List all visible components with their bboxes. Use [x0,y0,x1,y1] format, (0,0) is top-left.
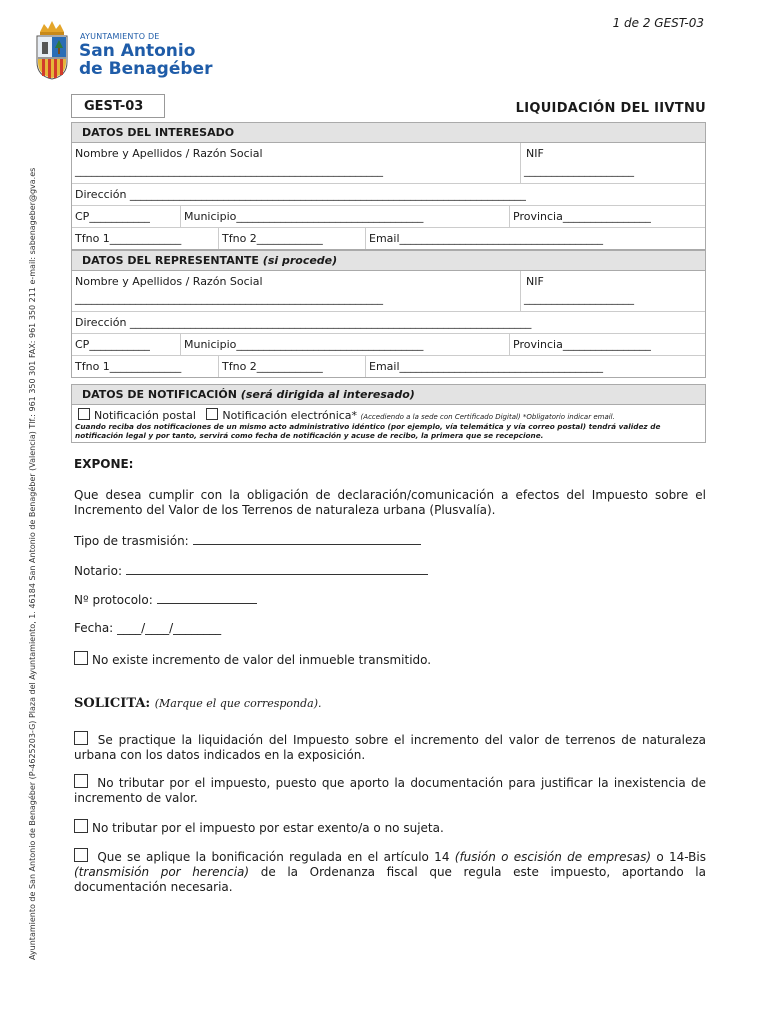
protocolo-row [74,592,257,608]
fecha-field[interactable]: ____/____/________ [117,621,222,635]
interesado-tfno1-field[interactable]: Tfno 1_____________ [75,232,182,245]
electronic-checkbox[interactable] [206,408,218,420]
option-3-checkbox[interactable] [74,819,88,833]
option-4-text-a: Que se aplique la bonificación regulada en el artículo 14 [97,850,450,864]
notificacion-section [71,384,706,443]
notificacion-header [72,385,705,405]
interesado-name-label: Nombre y Apellidos / Razón Social [75,147,263,160]
notificacion-disclaimer: Cuando reciba dos notificaciones de un mismo acto administrativo idéntico (por ejemplo, vía telemática y vía correo postal) tendrá validez de notificación legal y por tanto, servirá como fecha de notificación y acuse de recibo, la primera que se recepcione. [75,422,661,440]
representante-name-field[interactable]: ________________________________________________________ [75,292,383,305]
notario-row [74,563,428,579]
interesado-tfno2-field[interactable]: Tfno 2____________ [222,232,323,245]
form-code: GEST-03 [71,94,165,118]
representante-header-note: (si procede) [262,254,338,267]
logo-line-1: San Antonio [79,41,196,61]
solicita-option-4 [74,848,706,895]
protocolo-label: Nº protocolo: [74,593,153,607]
expone-title: EXPONE: [74,457,134,471]
notificacion-options [72,405,705,422]
logo-line-2: de Benagéber [79,59,213,79]
notario-field[interactable] [126,563,428,575]
interesado-nif-label: NIF [526,147,544,160]
electronic-note: (Accediendo a la sede con Certificado Digital) *Obligatorio indicar email. [360,413,615,421]
tipo-field[interactable] [193,533,421,545]
protocolo-field[interactable] [157,592,257,604]
solicita-option-3 [74,819,444,836]
logo-town-name [79,42,212,78]
representante-email-field[interactable]: Email_____________________________________ [369,360,604,373]
fecha-row [74,621,221,636]
notario-label: Notario: [74,564,123,578]
expone-paragraph: Que desea cumplir con la obligación de declaración/comunicación a efectos del Impuesto sobre el Incremento del Valor de los Terrenos de naturaleza urbana (Plusvalía). [74,488,706,517]
coat-of-arms-icon [34,18,70,80]
side-contact-text: Ayuntamiento de San Antonio de Benagéber (P-4625203-G) Plaza del Ayuntamiento, 1. 46184 San Antonio de Benagéber (Valencia) Tlf.: 961 350 301 FAX: 961 350 211 e-mail: sabenageber@gva.es [28,167,37,960]
no-incremento-checkbox[interactable] [74,651,88,665]
document-title: LIQUIDACIÓN DEL IIVTNU [515,101,706,116]
representante-cp-field[interactable]: CP___________ [75,338,150,351]
municipal-logo [34,18,214,82]
representante-name-label: Nombre y Apellidos / Razón Social [75,275,263,288]
tipo-label: Tipo de trasmisión: [74,534,189,548]
representante-header [72,251,705,271]
electronic-label: Notificación electrónica* [222,409,358,422]
option-4-text-d: (transmisión por herencia) [74,865,250,879]
option-4-text-c: o 14-Bis [656,850,706,864]
logo-small-text: AYUNTAMIENTO DE [80,32,160,41]
fecha-label: Fecha: [74,621,114,635]
representante-header-text: DATOS DEL REPRESENTANTE [82,254,259,267]
representante-nif-label: NIF [526,275,544,288]
postal-label: Notificación postal [94,409,196,422]
solicita-title [74,696,322,711]
option-3-label: No tributar por el impuesto por estar exento/a o no sujeta. [92,821,444,835]
notificacion-header-text: DATOS DE NOTIFICACIÓN [82,388,237,401]
option-1-label: Se practique la liquidación del Impuesto sobre el incremento del valor de terrenos de naturaleza urbana con los datos indicados en la exposición. [74,733,706,762]
representante-municipio-field[interactable]: Municipio__________________________________ [184,338,424,351]
tipo-row [74,533,421,549]
representante-tfno2-field[interactable]: Tfno 2____________ [222,360,323,373]
option-1-checkbox[interactable] [74,731,88,745]
solicita-option-2 [74,774,706,806]
no-incremento-row [74,651,431,668]
option-2-label: No tributar por el impuesto, puesto que aporto la documentación para justificar la inexistencia de incremento de valor. [74,776,706,805]
no-incremento-label: No existe incremento de valor del inmueble transmitido. [92,653,432,667]
representante-tfno1-field[interactable]: Tfno 1_____________ [75,360,182,373]
interesado-nif-field[interactable]: ____________________ [524,164,634,177]
option-4-text-b: (fusión o escisión de empresas) [454,850,652,864]
interesado-address-field[interactable]: Dirección ________________________________________________________________________ [75,188,526,201]
interesado-name-field[interactable]: ________________________________________________________ [75,164,383,177]
solicita-note: (Marque el que corresponda). [154,697,322,710]
interesado-section [71,122,706,250]
representante-address-field[interactable]: Dirección _________________________________________________________________________ [75,316,532,329]
option-4-text-e: de la Ordenanza fiscal que regula este impuesto, aportando la documentación necesaria. [74,865,706,894]
page-number: 1 de 2 GEST-03 [612,16,704,30]
representante-section [71,250,706,378]
representante-provincia-field[interactable]: Provincia________________ [513,338,651,351]
interesado-header: DATOS DEL INTERESADO [72,123,705,143]
interesado-cp-field[interactable]: CP___________ [75,210,150,223]
representante-nif-field[interactable]: ____________________ [524,292,634,305]
option-4-checkbox[interactable] [74,848,88,862]
interesado-email-field[interactable]: Email_____________________________________ [369,232,604,245]
option-2-checkbox[interactable] [74,774,88,788]
notificacion-header-note: (será dirigida al interesado) [240,388,415,401]
solicita-option-1 [74,731,706,763]
solicita-title-text: SOLICITA: [74,696,151,711]
postal-checkbox[interactable] [78,408,90,420]
interesado-provincia-field[interactable]: Provincia________________ [513,210,651,223]
interesado-municipio-field[interactable]: Municipio__________________________________ [184,210,424,223]
